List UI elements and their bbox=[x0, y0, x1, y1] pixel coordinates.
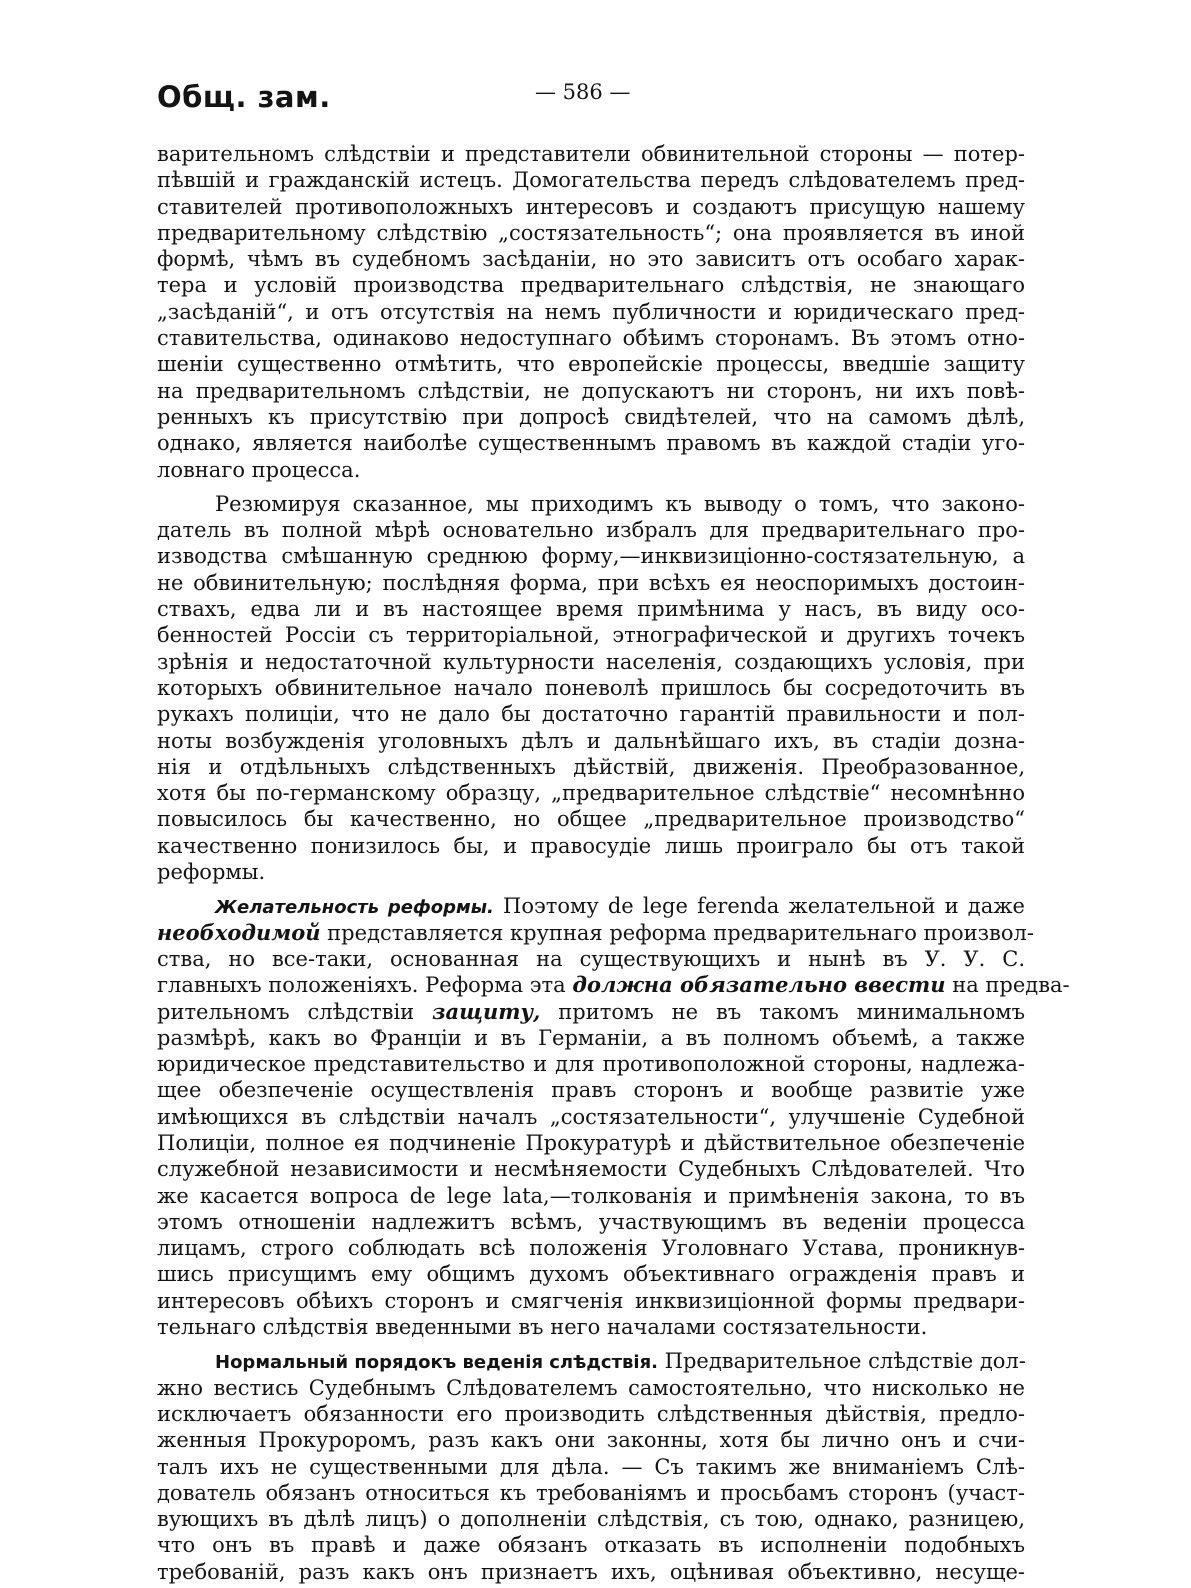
text-line: однако, является наиболѣе существеннымъ правомъ въ каждой стадіи уго- bbox=[157, 431, 1025, 456]
text-line bbox=[157, 972, 1070, 998]
text-line: исключаетъ обязанности его производить слѣдственныя дѣйствія, предло- bbox=[157, 1401, 1025, 1426]
text-line: хотя бы по-германскому образцу, „предварительное слѣдствіе“ несомнѣнно bbox=[157, 781, 1025, 806]
text-line: тельнаго слѣдствія введенными въ него началами состязательности. bbox=[157, 1315, 928, 1340]
text-line: жно вестись Судебнымъ Слѣдователемъ самостоятельно, что нисколько не bbox=[157, 1375, 1025, 1400]
text-line: на предварительномъ слѣдствіи, не допускаютъ ни сторонъ, ни ихъ повѣ- bbox=[157, 378, 1025, 403]
text-line: этомъ отношеніи надлежитъ всѣмъ, участвующимъ въ веденіи процесса bbox=[157, 1209, 1025, 1234]
text-line: Полиціи, полное ея подчиненіе Прокуратурѣ и дѣйствительное обезпеченіе bbox=[157, 1130, 1025, 1155]
text-line: зрѣнія и недостаточной культурности населенія, создающихъ условія, при bbox=[157, 649, 1025, 674]
text-line: нія и отдѣльныхъ слѣдственныхъ дѣйствій, движенія. Преобразованное, bbox=[157, 754, 1025, 779]
text-line: не обвинительную; послѣдняя форма, при всѣхъ ея неоспоримыхъ достоин- bbox=[157, 570, 1025, 595]
paragraph-4 bbox=[157, 1348, 1025, 1585]
text-line: размѣрѣ, какъ во Франціи и въ Германіи, а въ полномъ объемѣ, а также bbox=[157, 1025, 1025, 1050]
text-line: Резюмируя сказанное, мы приходимъ къ выводу о томъ, что законо- bbox=[215, 491, 1025, 516]
section-label: Общ. зам. bbox=[157, 80, 331, 114]
text-line: имѣющихся въ слѣдствіи началъ „состязательности“, улучшеніе Судебной bbox=[157, 1104, 1025, 1129]
paragraph-3 bbox=[157, 893, 1070, 1340]
text-line: ставительства, одинаково недоступнаго обѣимъ сторонамъ. Въ этомъ отно- bbox=[157, 326, 1025, 351]
text-run: рительномъ слѣдствіи bbox=[157, 999, 433, 1024]
text-line: же касается вопроса de lege lata,—толкованія и примѣненія закона, то въ bbox=[157, 1183, 1025, 1208]
text-line: „засѣданій“, и отъ отсутствія на немъ публичности и юридическаго пред- bbox=[157, 299, 1025, 324]
text-line: ноты возбужденія уголовныхъ дѣлъ и дальнѣйшаго ихъ, въ стадіи дозна- bbox=[157, 728, 1025, 753]
text-line: талъ ихъ не существенными для дѣла. — Съ такимъ же вниманіемъ Слѣ- bbox=[157, 1454, 1025, 1479]
text-line: ставителей противоположныхъ интересовъ и создаютъ присущую нашему bbox=[157, 194, 1025, 219]
emphasis-text: должна обязательно ввести bbox=[572, 972, 946, 998]
text-line: лицамъ, строго соблюдать всѣ положенія Уголовнаго Устава, проникнув- bbox=[157, 1236, 1025, 1261]
text-line: шись присущимъ ему общимъ духомъ объективнаго огражденія правъ и bbox=[157, 1262, 1025, 1287]
emphasis-text: необходимой bbox=[157, 919, 321, 945]
text-line: реформы. bbox=[157, 860, 266, 885]
paragraph-2 bbox=[157, 491, 1025, 885]
text-run: Предварительное слѣдствіе дол- bbox=[657, 1349, 1026, 1374]
side-heading-procedure: Нормальный порядокъ веденія слѣдствія. bbox=[215, 1352, 658, 1374]
paragraph-gap bbox=[157, 483, 1025, 491]
text-line: юридическое представительство и для противоположной стороны, надлежа- bbox=[157, 1052, 1025, 1077]
text-line: ренныхъ къ присутствію при допросѣ свидѣтелей, что на самомъ дѣлѣ, bbox=[157, 404, 1025, 429]
paragraph-gap bbox=[157, 885, 1025, 893]
emphasis-text: защиту, bbox=[432, 998, 541, 1024]
text-line: предварительному слѣдствію „состязательность“; она проявляется въ иной bbox=[157, 220, 1025, 245]
text-line: ловнаго процесса. bbox=[157, 457, 361, 482]
text-line: шеніи существенно отмѣтить, что европейскіе процессы, введшіе защиту bbox=[157, 352, 1025, 377]
text-line: вующихъ въ дѣлѣ лицъ) о дополненіи слѣдствія, съ тою, однако, разницею, bbox=[157, 1507, 1025, 1532]
text-line: что онъ въ правѣ и даже обязанъ отказать въ исполненіи подобныхъ bbox=[157, 1533, 1025, 1558]
paragraph-gap bbox=[157, 1340, 1025, 1348]
text-line: тера и условій производства предварительнаго слѣдствія, не знающаго bbox=[157, 273, 1025, 298]
text-line: бенностей Россіи съ территоріальной, этнографической и другихъ точекъ bbox=[157, 623, 1025, 648]
text-line bbox=[157, 919, 1034, 946]
text-line: дователь обязанъ относиться къ требованіямъ и просьбамъ сторонъ (участ- bbox=[157, 1480, 1025, 1505]
text-line: качественно понизилось бы, и правосудіе лишь проиграло бы отъ такой bbox=[157, 833, 1025, 858]
text-line bbox=[157, 999, 1025, 1025]
text-line: пѣвшій и гражданскій истецъ. Домогательства передъ слѣдователемъ пред- bbox=[157, 168, 1025, 193]
text-line: варительномъ слѣдствіи и представители обвинительной стороны — потер- bbox=[157, 142, 1025, 166]
body-text bbox=[157, 141, 1070, 1585]
text-run: Поэтому de lege ferenda желательной и даже bbox=[493, 894, 1025, 919]
text-line: требованій, разъ какъ онъ признаетъ ихъ, оцѣнивая объективно, несуще- bbox=[157, 1559, 1025, 1584]
paragraph-1 bbox=[157, 141, 1025, 483]
text-line: служебной независимости и несмѣняемости Судебныхъ Слѣдователей. Что bbox=[157, 1157, 1025, 1182]
text-line: формѣ, чѣмъ въ судебномъ засѣданіи, но это зависитъ отъ особаго харак- bbox=[157, 247, 1025, 272]
text-run: притомъ не въ такомъ минимальномъ bbox=[540, 999, 1025, 1024]
text-line: повысилось бы качественно, но общее „предварительное производство“ bbox=[157, 807, 1025, 832]
text-line: которыхъ обвинительное начало поневолѣ пришлось бы сосредоточить въ bbox=[157, 675, 1025, 700]
text-line: интересовъ обѣихъ сторонъ и смягченія инквизиціонной формы предвари- bbox=[157, 1288, 1025, 1313]
text-line: изводства смѣшанную среднюю форму,—инквизиціонно-состязательную, а bbox=[157, 544, 1025, 569]
text-line: женныя Прокуроромъ, разъ какъ они законны, хотя бы лично онъ и счи- bbox=[157, 1428, 1025, 1453]
text-line: ства, но все-таки, основанная на существующихъ и нынѣ въ У. У. С. bbox=[157, 946, 1025, 971]
text-line: щее обезпеченіе осуществленія правъ сторонъ и вообще развитіе уже bbox=[157, 1078, 1025, 1103]
text-line bbox=[157, 1348, 1025, 1374]
text-run: представляется крупная реформа предварительнаго произвол- bbox=[320, 920, 1034, 945]
running-head bbox=[157, 80, 1037, 130]
text-line: рукахъ полиціи, что не дало бы достаточно гарантій правильности и пол- bbox=[157, 702, 1025, 727]
side-heading-reform: Желательность реформы. bbox=[215, 897, 494, 919]
text-line: датель въ полной мѣрѣ основательно избралъ для предварительнаго про- bbox=[157, 518, 1025, 543]
text-line bbox=[157, 893, 1025, 919]
text-line: ствахъ, едва ли и въ настоящее время примѣнима у насъ, въ виду осо- bbox=[157, 597, 1025, 622]
text-run: на предва- bbox=[945, 973, 1070, 998]
page-number: — 586 — bbox=[535, 80, 631, 104]
text-run: главныхъ положеніяхъ. Реформа эта bbox=[157, 973, 573, 998]
